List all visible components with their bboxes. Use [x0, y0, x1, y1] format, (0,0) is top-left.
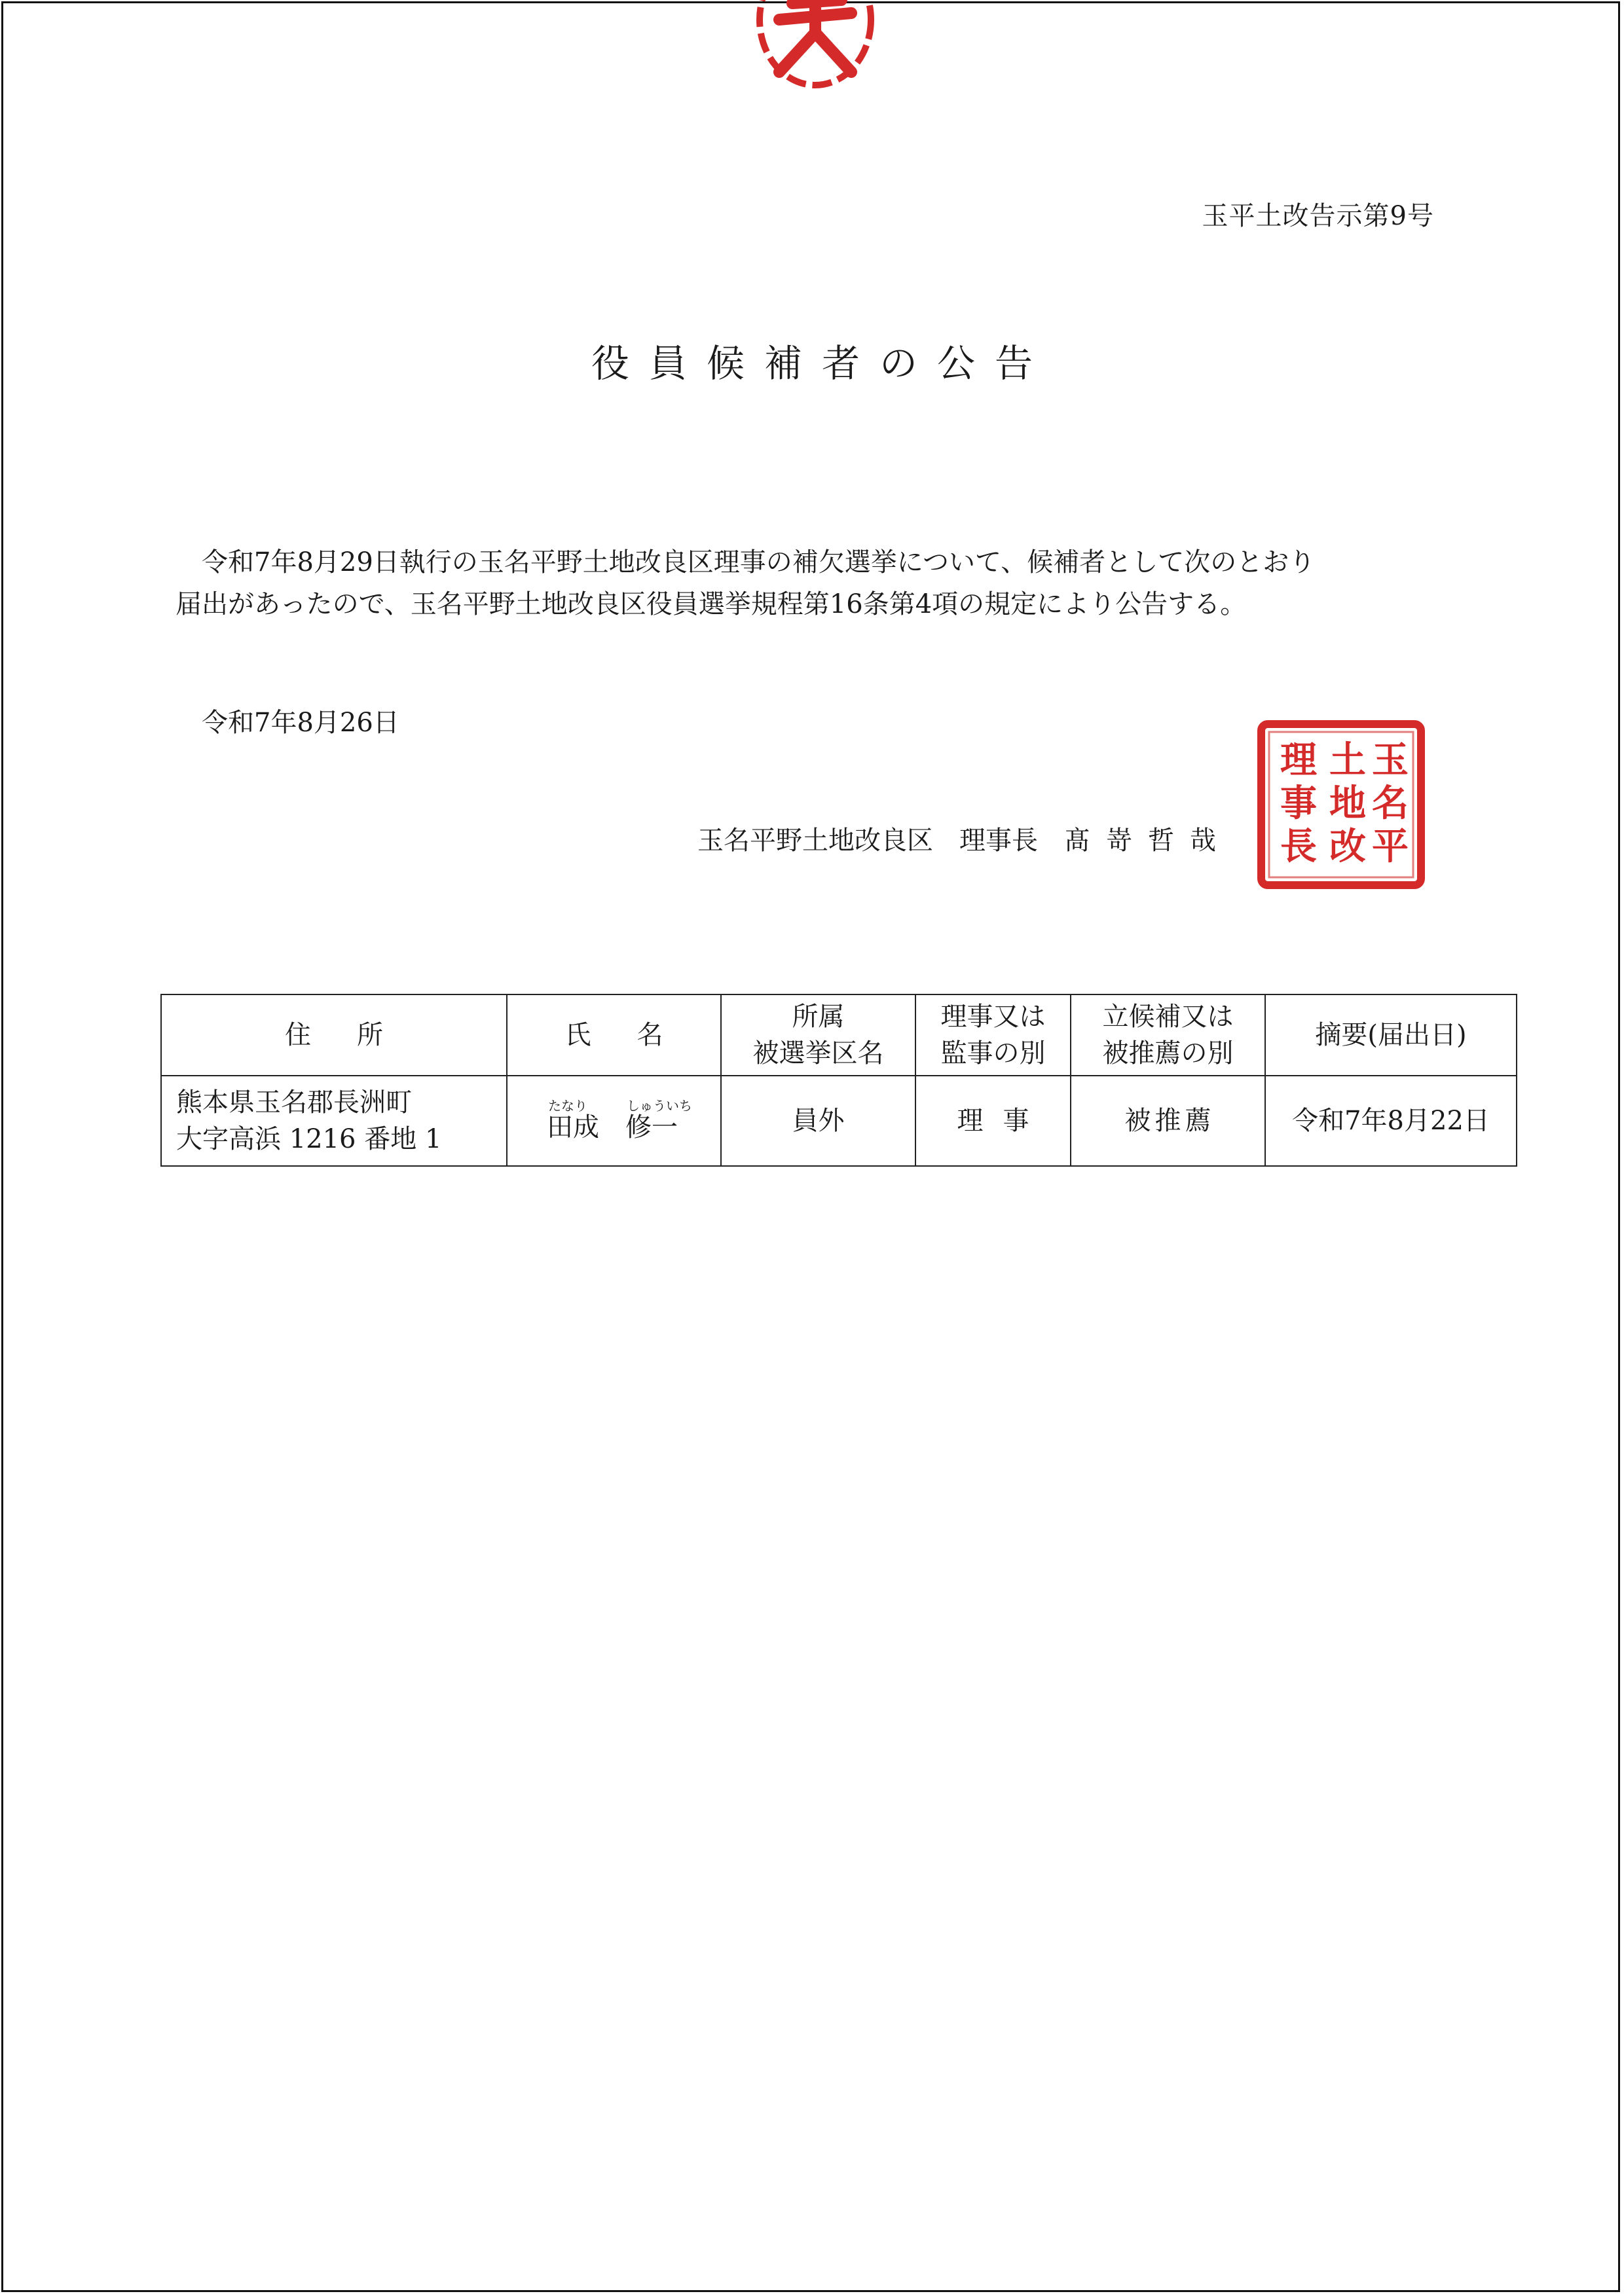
official-seal-image [1256, 719, 1426, 890]
header-candidacy-line-1: 立候補又は [1102, 1002, 1234, 1032]
header-name [507, 994, 721, 1076]
header-district-line-2: 被選挙区名 [752, 1038, 884, 1068]
cell-post [915, 1076, 1071, 1166]
notice-body-line-2: 届出があったので、玉名平野土地改良区役員選挙規程第16条第4項の規定により公告する。 [175, 589, 1247, 619]
cell-name [507, 1076, 721, 1166]
address-line-2: 大字高浜 1216 番地 1 [176, 1124, 442, 1154]
cell-candidacy [1071, 1076, 1265, 1166]
header-post-line-1: 理事又は [940, 1002, 1046, 1032]
header-district-line-1: 所属 [792, 1002, 845, 1032]
svg-text:理: 理 [1280, 738, 1317, 782]
cell-district: 員外 [721, 1076, 915, 1166]
signature-role: 理事長 [959, 826, 1038, 856]
notice-number: 玉平土改告示第9号 [1202, 201, 1434, 231]
name-ruby-given: しゅういち [627, 1098, 692, 1114]
header-candidacy [1071, 994, 1265, 1076]
header-district [721, 994, 915, 1076]
svg-text:長: 長 [1280, 825, 1317, 868]
name-ruby-family: たなり [548, 1098, 587, 1114]
svg-text:地: 地 [1329, 782, 1366, 825]
header-candidacy-line-2: 被推薦の別 [1102, 1038, 1234, 1068]
signature-name: 髙嵜哲哉 [1064, 826, 1232, 856]
header-name-label: 氏名 [564, 1020, 709, 1050]
name-kanji [510, 1112, 718, 1143]
table-header-row [161, 994, 1517, 1076]
header-post [915, 994, 1071, 1076]
post-value: 理事 [957, 1106, 1049, 1136]
table-row [161, 1076, 1517, 1166]
svg-text:事: 事 [1280, 782, 1317, 825]
notice-date: 令和7年8月26日 [202, 708, 399, 738]
header-address-label: 住所 [285, 1020, 429, 1050]
header-post-line-2: 監事の別 [940, 1038, 1046, 1068]
name-given: 修一 [625, 1112, 678, 1142]
svg-text:名: 名 [1372, 782, 1409, 825]
svg-text:平: 平 [1372, 825, 1409, 868]
top-stamp-image [753, 0, 877, 92]
svg-text:土: 土 [1329, 738, 1366, 782]
notice-body [175, 541, 1459, 625]
cell-remarks: 令和7年8月22日 [1265, 1076, 1517, 1166]
svg-text:改: 改 [1329, 825, 1366, 868]
header-remarks: 摘要(届出日) [1265, 994, 1517, 1076]
signature-organization: 玉名平野土地改良区 [697, 826, 933, 856]
svg-text:玉: 玉 [1372, 738, 1409, 782]
signature-line [697, 820, 1232, 857]
header-address [161, 994, 507, 1076]
cell-address [161, 1076, 507, 1166]
page-title: 役員候補者の公告 [591, 341, 1052, 386]
name-family: 田成 [547, 1112, 599, 1142]
candidates-table [160, 994, 1517, 1167]
notice-body-line-1: 令和7年8月29日執行の玉名平野土地改良区理事の補欠選挙について、候補者として次のとおり [202, 547, 1316, 577]
name-ruby [510, 1099, 718, 1113]
address-line-1: 熊本県玉名郡長洲町 [176, 1087, 412, 1118]
candidacy-value: 被推薦 [1124, 1106, 1215, 1136]
